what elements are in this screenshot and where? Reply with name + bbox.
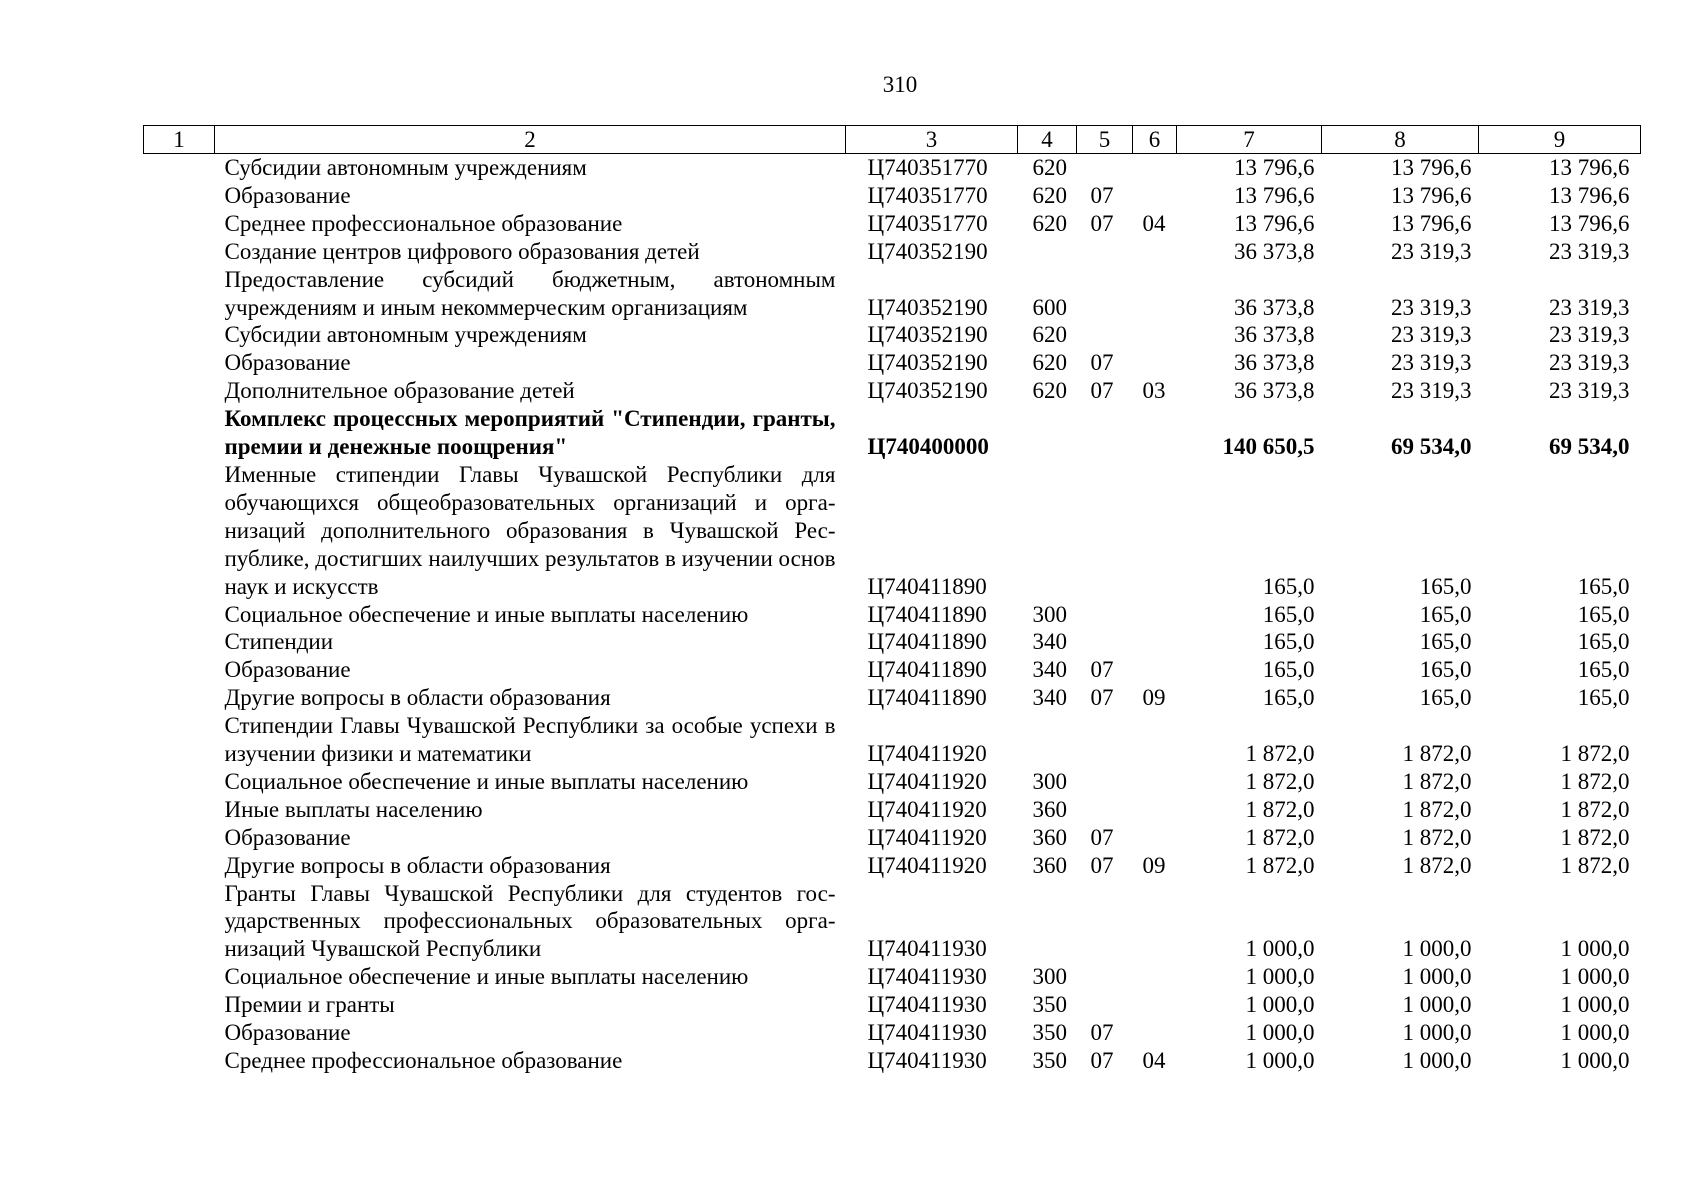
header-col-7: 7 — [1177, 126, 1322, 154]
row-subsection — [1133, 796, 1177, 824]
row-expense-type: 620 — [1032, 155, 1067, 180]
row-value-col-7: 1 000,0 — [1245, 1048, 1315, 1073]
row-number — [144, 628, 215, 656]
row-value-col-8: 1 000,0 — [1402, 992, 1472, 1018]
row-target-code: Ц740411920 — [867, 768, 987, 794]
row-value-col-7: 1 000,0 — [1245, 936, 1315, 962]
row-section: 07 — [1090, 685, 1114, 711]
header-row — [144, 126, 1641, 154]
row-value-col-9: 23 319,3 — [1549, 350, 1630, 376]
row-expense-type: 620 — [1032, 322, 1067, 348]
row-number — [144, 349, 215, 377]
row-subsection — [1133, 991, 1177, 1019]
row-number — [144, 154, 215, 182]
row-expense-type: 300 — [1032, 601, 1067, 627]
row-section — [1077, 266, 1133, 322]
row-value-col-8: 1 872,0 — [1402, 796, 1472, 822]
row-subsection — [1133, 656, 1177, 684]
row-number — [144, 405, 215, 461]
row-description: Гранты Главы Чувашской Республики для студентов государственных профессиональных образовательных организаций Чувашской Республики — [224, 880, 836, 962]
row-subsection: 04 — [1142, 210, 1166, 236]
row-subsection — [1133, 824, 1177, 852]
table-row — [144, 210, 1641, 238]
row-value-col-8: 13 796,6 — [1391, 182, 1472, 208]
table-row — [144, 712, 1641, 768]
row-description: Образование — [224, 182, 351, 208]
row-subsection — [1133, 628, 1177, 656]
header-col-5: 5 — [1077, 126, 1133, 154]
row-section — [1077, 628, 1133, 656]
row-description: Создание центров цифрового образования детей — [224, 238, 700, 264]
row-value-col-7: 1 872,0 — [1245, 741, 1315, 767]
row-value-col-9: 1 872,0 — [1560, 796, 1630, 822]
row-target-code: Ц740352190 — [867, 238, 988, 264]
row-value-col-9: 165,0 — [1577, 685, 1630, 711]
row-number — [144, 796, 215, 824]
row-section — [1077, 991, 1133, 1019]
table-row — [144, 377, 1641, 405]
row-expense-type — [1018, 880, 1077, 964]
row-subsection — [1133, 601, 1177, 629]
table-row — [144, 796, 1641, 824]
row-value-col-8: 23 319,3 — [1391, 294, 1472, 320]
row-description: Среднее профессиональное образование — [224, 210, 623, 236]
row-value-col-7: 36 373,8 — [1234, 238, 1315, 264]
row-section — [1077, 461, 1133, 601]
row-value-col-8: 1 872,0 — [1402, 852, 1472, 878]
row-subsection — [1133, 405, 1177, 461]
row-expense-type: 340 — [1032, 657, 1067, 683]
row-description: Образование — [224, 657, 351, 683]
row-subsection — [1133, 349, 1177, 377]
row-expense-type: 300 — [1032, 964, 1067, 990]
row-target-code: Ц740411920 — [867, 824, 987, 850]
row-number — [144, 768, 215, 796]
table-row — [144, 238, 1641, 266]
row-description: Комплекс процессных мероприятий "Стипендии, гранты, премии и денежные поощрения" — [224, 406, 836, 460]
row-value-col-8: 165,0 — [1419, 629, 1472, 655]
row-description: Образование — [224, 824, 351, 850]
row-section — [1077, 963, 1133, 991]
row-number — [144, 991, 215, 1019]
row-value-col-7: 165,0 — [1262, 657, 1315, 683]
header-col-9: 9 — [1479, 126, 1641, 154]
row-subsection — [1133, 321, 1177, 349]
row-subsection: 03 — [1142, 378, 1166, 404]
row-value-col-7: 1 000,0 — [1245, 1020, 1315, 1046]
row-target-code: Ц740411890 — [867, 573, 987, 599]
row-target-code: Ц740411890 — [867, 629, 987, 655]
row-number — [144, 210, 215, 238]
budget-table — [143, 125, 1641, 1075]
table-row — [144, 405, 1641, 461]
row-number — [144, 266, 215, 322]
row-value-col-9: 69 534,0 — [1549, 434, 1630, 460]
table-row — [144, 768, 1641, 796]
row-description: Стипендии Главы Чувашской Республики за особые успехи в изучении физики и математики — [224, 713, 836, 767]
row-value-col-7: 140 650,5 — [1222, 434, 1315, 460]
row-value-col-8: 1 000,0 — [1402, 1020, 1472, 1046]
row-expense-type: 600 — [1032, 294, 1067, 320]
row-subsection: 04 — [1142, 1048, 1166, 1073]
row-number — [144, 321, 215, 349]
row-subsection — [1133, 880, 1177, 964]
row-expense-type: 620 — [1032, 350, 1067, 376]
row-target-code: Ц740352190 — [867, 350, 988, 376]
row-description: Социальное обеспечение и иные выплаты населению — [224, 768, 749, 794]
row-description: Среднее профессиональное образование — [224, 1048, 623, 1073]
row-value-col-7: 1 872,0 — [1245, 852, 1315, 878]
row-number — [144, 824, 215, 852]
row-section: 07 — [1090, 182, 1114, 208]
row-value-col-9: 1 000,0 — [1560, 1048, 1630, 1073]
table-row — [144, 684, 1641, 712]
row-section: 07 — [1090, 824, 1114, 850]
row-value-col-8: 165,0 — [1419, 657, 1472, 683]
table-row — [144, 266, 1641, 322]
row-value-col-9: 165,0 — [1577, 629, 1630, 655]
row-description: Именные стипендии Главы Чувашской Республики для обучающихся общеобразовательных организаций и организаций дополнительного образования в Чувашской Республике, достигших наилучших результатов в изучении основ наук и искусств — [224, 461, 836, 599]
row-section: 07 — [1090, 657, 1114, 683]
row-expense-type: 620 — [1032, 210, 1067, 236]
row-number — [144, 852, 215, 880]
row-number — [144, 712, 215, 768]
row-expense-type: 620 — [1032, 182, 1067, 208]
row-target-code: Ц740400000 — [867, 434, 989, 460]
row-description: Образование — [224, 1020, 351, 1046]
row-target-code: Ц740411920 — [867, 741, 987, 767]
table-row — [144, 824, 1641, 852]
row-value-col-9: 1 872,0 — [1560, 741, 1630, 767]
row-subsection: 09 — [1142, 852, 1166, 878]
row-value-col-7: 36 373,8 — [1234, 350, 1315, 376]
row-number — [144, 880, 215, 964]
row-expense-type — [1018, 461, 1077, 601]
row-target-code: Ц740411890 — [867, 685, 987, 711]
row-value-col-8: 1 872,0 — [1402, 741, 1472, 767]
row-description: Социальное обеспечение и иные выплаты населению — [224, 964, 749, 990]
row-target-code: Ц740411930 — [867, 936, 987, 962]
row-value-col-8: 1 000,0 — [1402, 936, 1472, 962]
row-expense-type: 360 — [1032, 824, 1067, 850]
row-section — [1077, 796, 1133, 824]
row-section — [1077, 405, 1133, 461]
page-number: 310 — [882, 72, 918, 97]
row-section — [1077, 154, 1133, 182]
row-section — [1077, 712, 1133, 768]
row-expense-type: 340 — [1032, 629, 1067, 655]
table-row — [144, 1019, 1641, 1047]
row-value-col-9: 13 796,6 — [1549, 155, 1630, 180]
row-section: 07 — [1090, 378, 1114, 404]
row-expense-type: 300 — [1032, 768, 1067, 794]
row-target-code: Ц740411930 — [867, 992, 987, 1018]
row-value-col-9: 1 000,0 — [1560, 964, 1630, 990]
row-expense-type: 350 — [1032, 992, 1067, 1018]
header-col-2: 2 — [215, 126, 846, 154]
row-value-col-7: 165,0 — [1262, 573, 1315, 599]
row-number — [144, 963, 215, 991]
row-value-col-9: 23 319,3 — [1549, 378, 1630, 404]
row-description: Иные выплаты населению — [224, 796, 483, 822]
table-body — [144, 154, 1641, 1075]
row-number — [144, 1047, 215, 1075]
row-description: Другие вопросы в области образования — [224, 852, 611, 878]
row-subsection — [1133, 712, 1177, 768]
row-expense-type: 620 — [1032, 378, 1067, 404]
row-number — [144, 684, 215, 712]
row-section — [1077, 880, 1133, 964]
row-target-code: Ц740411920 — [867, 796, 987, 822]
row-value-col-8: 1 000,0 — [1402, 964, 1472, 990]
row-section: 07 — [1090, 210, 1114, 236]
row-value-col-9: 23 319,3 — [1549, 294, 1630, 320]
row-value-col-7: 165,0 — [1262, 601, 1315, 627]
table-row — [144, 880, 1641, 964]
row-value-col-9: 1 872,0 — [1560, 824, 1630, 850]
row-subsection — [1133, 238, 1177, 266]
row-target-code: Ц740351770 — [867, 155, 988, 180]
row-value-col-8: 23 319,3 — [1391, 378, 1472, 404]
row-target-code: Ц740411920 — [867, 852, 987, 878]
table-row — [144, 852, 1641, 880]
row-expense-type: 350 — [1032, 1020, 1067, 1046]
row-value-col-8: 23 319,3 — [1391, 238, 1472, 264]
row-subsection: 09 — [1142, 685, 1166, 711]
row-value-col-7: 36 373,8 — [1234, 322, 1315, 348]
row-section: 07 — [1090, 852, 1114, 878]
row-value-col-8: 165,0 — [1419, 685, 1472, 711]
row-value-col-9: 23 319,3 — [1549, 322, 1630, 348]
row-expense-type: 340 — [1032, 685, 1067, 711]
row-description: Премии и гранты — [224, 992, 395, 1018]
row-value-col-7: 13 796,6 — [1234, 155, 1315, 180]
row-value-col-7: 1 872,0 — [1245, 824, 1315, 850]
row-section — [1077, 601, 1133, 629]
row-value-col-7: 1 000,0 — [1245, 992, 1315, 1018]
row-section: 07 — [1090, 350, 1114, 376]
table-row — [144, 154, 1641, 182]
table-row — [144, 601, 1641, 629]
row-value-col-7: 1 872,0 — [1245, 768, 1315, 794]
row-description: Субсидии автономным учреждениям — [224, 155, 587, 180]
row-subsection — [1133, 266, 1177, 322]
row-value-col-8: 165,0 — [1419, 573, 1472, 599]
row-subsection — [1133, 963, 1177, 991]
row-target-code: Ц740411890 — [867, 601, 987, 627]
row-description: Социальное обеспечение и иные выплаты населению — [224, 601, 749, 627]
table-row — [144, 461, 1641, 601]
table-row — [144, 321, 1641, 349]
row-number — [144, 182, 215, 210]
row-value-col-9: 23 319,3 — [1549, 238, 1630, 264]
row-value-col-9: 1 872,0 — [1560, 768, 1630, 794]
row-target-code: Ц740411930 — [867, 1020, 987, 1046]
row-expense-type — [1018, 712, 1077, 768]
row-number — [144, 238, 215, 266]
row-value-col-7: 1 000,0 — [1245, 964, 1315, 990]
row-expense-type: 350 — [1032, 1048, 1067, 1073]
row-target-code: Ц740352190 — [867, 294, 988, 320]
row-target-code: Ц740411930 — [867, 964, 987, 990]
row-section — [1077, 321, 1133, 349]
row-value-col-9: 13 796,6 — [1549, 182, 1630, 208]
row-value-col-8: 13 796,6 — [1391, 210, 1472, 236]
row-description: Стипендии — [224, 629, 334, 655]
row-value-col-8: 13 796,6 — [1391, 155, 1472, 180]
table-row — [144, 991, 1641, 1019]
table-row — [144, 963, 1641, 991]
header-col-8: 8 — [1322, 126, 1479, 154]
header-col-4: 4 — [1018, 126, 1077, 154]
row-number — [144, 377, 215, 405]
row-value-col-7: 165,0 — [1262, 685, 1315, 711]
row-expense-type: 360 — [1032, 852, 1067, 878]
row-value-col-9: 165,0 — [1577, 601, 1630, 627]
row-value-col-9: 1 000,0 — [1560, 1020, 1630, 1046]
row-section: 07 — [1090, 1020, 1114, 1046]
table-row — [144, 656, 1641, 684]
row-target-code: Ц740351770 — [867, 182, 988, 208]
row-subsection — [1133, 461, 1177, 601]
row-expense-type: 360 — [1032, 796, 1067, 822]
row-target-code: Ц740411930 — [867, 1048, 987, 1073]
header-col-1: 1 — [144, 126, 215, 154]
row-description: Субсидии автономным учреждениям — [224, 322, 587, 348]
header-col-3: 3 — [846, 126, 1018, 154]
row-value-col-9: 13 796,6 — [1549, 210, 1630, 236]
row-description: Дополнительное образование детей — [224, 378, 575, 404]
row-expense-type — [1018, 405, 1077, 461]
row-description: Образование — [224, 350, 351, 376]
row-value-col-7: 165,0 — [1262, 629, 1315, 655]
row-target-code: Ц740352190 — [867, 322, 988, 348]
row-value-col-7: 1 872,0 — [1245, 796, 1315, 822]
row-value-col-9: 165,0 — [1577, 573, 1630, 599]
row-value-col-9: 1 000,0 — [1560, 936, 1630, 962]
table-row — [144, 628, 1641, 656]
header-col-6: 6 — [1133, 126, 1177, 154]
row-subsection — [1133, 182, 1177, 210]
row-section — [1077, 238, 1133, 266]
row-value-col-9: 165,0 — [1577, 657, 1630, 683]
row-value-col-7: 13 796,6 — [1234, 182, 1315, 208]
row-subsection — [1133, 768, 1177, 796]
row-value-col-8: 165,0 — [1419, 601, 1472, 627]
row-number — [144, 601, 215, 629]
row-value-col-8: 1 872,0 — [1402, 768, 1472, 794]
row-number — [144, 656, 215, 684]
row-value-col-8: 23 319,3 — [1391, 350, 1472, 376]
row-section: 07 — [1090, 1048, 1114, 1073]
row-section — [1077, 768, 1133, 796]
row-expense-type — [1018, 238, 1077, 266]
row-target-code: Ц740411890 — [867, 657, 987, 683]
row-value-col-7: 36 373,8 — [1234, 294, 1315, 320]
row-value-col-8: 69 534,0 — [1391, 434, 1472, 460]
row-number — [144, 461, 215, 601]
row-target-code: Ц740351770 — [867, 210, 988, 236]
row-value-col-9: 1 872,0 — [1560, 852, 1630, 878]
table-row — [144, 349, 1641, 377]
row-description: Предоставление субсидий бюджетным, автономным учреждениям и иным некоммерческим организациям — [224, 266, 836, 320]
row-description: Другие вопросы в области образования — [224, 685, 611, 711]
table-row — [144, 1047, 1641, 1075]
row-value-col-7: 36 373,8 — [1234, 378, 1315, 404]
row-subsection — [1133, 1019, 1177, 1047]
row-value-col-9: 1 000,0 — [1560, 992, 1630, 1018]
row-value-col-8: 1 872,0 — [1402, 824, 1472, 850]
row-value-col-8: 1 000,0 — [1402, 1048, 1472, 1073]
row-subsection — [1133, 154, 1177, 182]
row-value-col-7: 13 796,6 — [1234, 210, 1315, 236]
row-number — [144, 1019, 215, 1047]
row-value-col-8: 23 319,3 — [1391, 322, 1472, 348]
row-target-code: Ц740352190 — [867, 378, 988, 404]
table-row — [144, 182, 1641, 210]
